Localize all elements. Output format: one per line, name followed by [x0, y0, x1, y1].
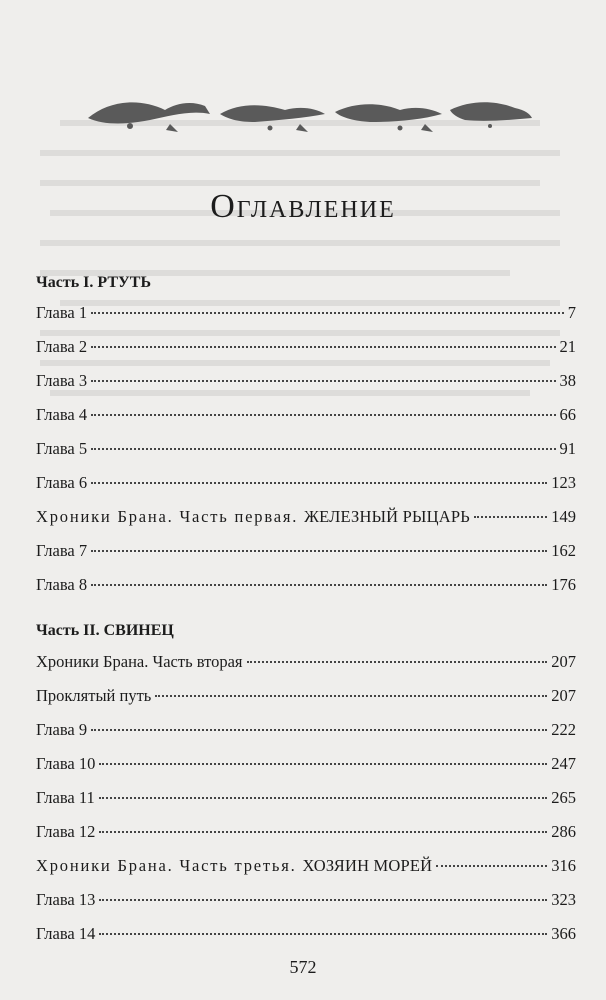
entry-title: Глава 6: [36, 473, 88, 492]
entry-title: Глава 2: [36, 337, 88, 356]
entry-title: Глава 5: [36, 439, 88, 458]
toc-entry[interactable]: [36, 439, 576, 461]
toc-entry[interactable]: [36, 303, 576, 325]
page-number: 572: [289, 957, 317, 977]
dot-leader: [436, 855, 547, 867]
entry-title: Глава 13: [36, 890, 96, 909]
entry-title: Хроники Брана. Часть вторая: [36, 652, 243, 671]
decorative-ornament: [70, 80, 540, 140]
toc-entry[interactable]: [36, 720, 576, 742]
toc-entry[interactable]: [36, 924, 576, 946]
entry-page-number: 286: [551, 822, 576, 841]
entry-page-number: 323: [551, 890, 576, 909]
entry-title-caps: ХОЗЯИН МОРЕЙ: [302, 856, 433, 875]
dot-leader: [91, 370, 555, 382]
entry-title: Глава 8: [36, 575, 88, 594]
entry-title: Глава 3: [36, 371, 88, 390]
entry-title: Глава 12: [36, 822, 96, 841]
dot-leader: [99, 753, 547, 765]
entry-page-number: 247: [551, 754, 576, 773]
entry-page-number: 207: [551, 652, 576, 671]
toc-entry[interactable]: [36, 754, 576, 776]
entry-page-number: 123: [551, 473, 576, 492]
dot-leader: [247, 651, 548, 663]
toc-entry[interactable]: [36, 473, 576, 495]
entry-page-number: 38: [559, 371, 576, 390]
toc-entry[interactable]: [36, 575, 576, 597]
toc-entry[interactable]: [36, 541, 576, 563]
toc-entry[interactable]: [36, 337, 576, 359]
dot-leader: [91, 302, 564, 314]
entry-page-number: 265: [551, 788, 576, 807]
entry-title: Глава 11: [36, 788, 95, 807]
dot-leader: [99, 923, 547, 935]
entry-title: [36, 856, 432, 876]
dot-leader: [91, 472, 547, 484]
entry-page-number: 91: [559, 439, 576, 458]
toc-entry[interactable]: [36, 890, 576, 912]
toc-entry[interactable]: [36, 686, 576, 708]
dot-leader: [99, 787, 547, 799]
toc-entry[interactable]: [36, 822, 576, 844]
dot-leader: [91, 404, 555, 416]
entry-title: Глава 10: [36, 754, 96, 773]
toc-entry[interactable]: [36, 788, 576, 810]
entry-title-main: Хроники Брана. Часть первая.: [36, 507, 299, 526]
entry-title: Глава 7: [36, 541, 88, 560]
entry-title-main: Хроники Брана. Часть третья.: [36, 856, 297, 875]
dot-leader: [91, 574, 547, 586]
entry-page-number: 66: [559, 405, 576, 424]
dot-leader: [91, 719, 547, 731]
entry-title: Глава 1: [36, 303, 88, 322]
dot-leader: [91, 438, 555, 450]
entry-title: [36, 507, 470, 527]
dot-leader: [99, 821, 547, 833]
toc-entry[interactable]: [36, 405, 576, 427]
entry-title: Глава 4: [36, 405, 88, 424]
entry-page-number: 7: [567, 303, 576, 322]
part-heading: Часть I. РТУТЬ: [36, 274, 152, 291]
toc-entry[interactable]: [36, 371, 576, 393]
dot-leader: [91, 336, 555, 348]
entry-title: Проклятый путь: [36, 686, 152, 705]
entry-page-number: 162: [551, 541, 576, 560]
entry-page-number: 207: [551, 686, 576, 705]
entry-page-number: 21: [559, 337, 576, 356]
toc-title: Оглавление: [210, 188, 396, 225]
entry-page-number: 316: [551, 856, 576, 875]
entry-title: Глава 14: [36, 924, 96, 943]
part-heading: Часть II. СВИНЕЦ: [36, 622, 174, 639]
entry-page-number: 149: [551, 507, 576, 526]
entry-title: Глава 9: [36, 720, 88, 739]
toc-entry[interactable]: [36, 652, 576, 674]
entry-page-number: 222: [551, 720, 576, 739]
dot-leader: [91, 540, 547, 552]
dot-leader: [155, 685, 547, 697]
entry-page-number: 366: [551, 924, 576, 943]
toc-entry[interactable]: [36, 856, 576, 878]
dot-leader: [99, 889, 547, 901]
dot-leader: [474, 506, 547, 518]
entry-page-number: 176: [551, 575, 576, 594]
entry-title-caps: ЖЕЛЕЗНЫЙ РЫЦАРЬ: [304, 507, 470, 526]
toc-entry[interactable]: [36, 507, 576, 529]
